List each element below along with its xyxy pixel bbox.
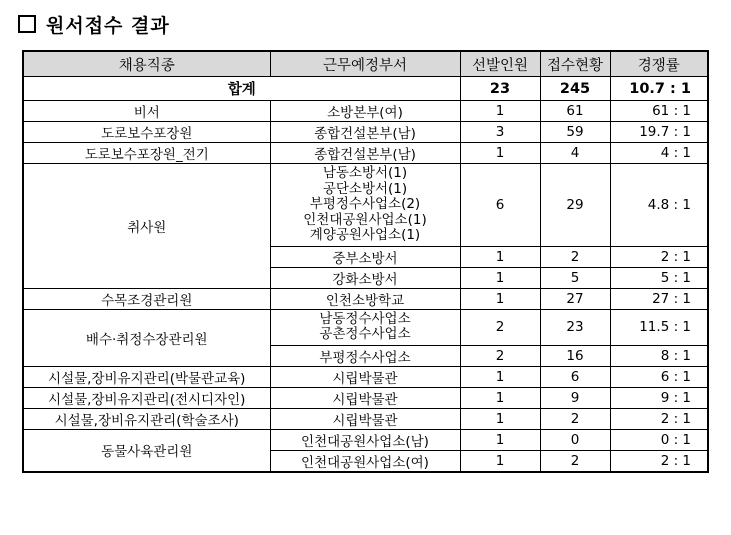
job-cell: 시설물,장비유지관리(학술조사) — [23, 408, 270, 429]
dept-line: 남동소방서(1) — [322, 165, 408, 181]
table-row — [23, 101, 708, 122]
applied-cell: 2 — [540, 246, 610, 267]
dept-cell: 종합건설본부(남) — [270, 122, 460, 143]
selected-cell: 1 — [460, 366, 540, 387]
table-row — [23, 366, 708, 387]
applied-cell: 0 — [540, 429, 610, 450]
selected-cell: 1 — [460, 429, 540, 450]
dept-cell: 부평정수사업소 — [270, 345, 460, 366]
dept-line: 계양공원사업소(1) — [309, 227, 421, 243]
selected-cell: 1 — [460, 143, 540, 164]
section-title-text: 원서접수 결과 — [46, 14, 170, 37]
job-cell: 동물사육관리원 — [23, 429, 270, 472]
applied-cell: 2 — [540, 408, 610, 429]
section-title — [18, 10, 170, 38]
rate-cell: 11.5 : 1 — [610, 309, 708, 345]
job-cell: 취사원 — [23, 164, 270, 289]
rate-cell: 4.8 : 1 — [610, 164, 708, 247]
applied-cell: 23 — [540, 309, 610, 345]
dept-cell: 시립박물관 — [270, 408, 460, 429]
rate-cell: 2 : 1 — [610, 246, 708, 267]
header-rate: 경쟁률 — [610, 51, 708, 77]
table-row — [23, 309, 708, 345]
total-applied: 245 — [540, 77, 610, 101]
rate-cell: 9 : 1 — [610, 387, 708, 408]
job-cell: 배수·취정수장관리원 — [23, 309, 270, 366]
job-cell: 수목조경관리원 — [23, 288, 270, 309]
selected-cell: 2 — [460, 309, 540, 345]
rate-cell: 5 : 1 — [610, 267, 708, 288]
table-row — [23, 288, 708, 309]
dept-cell: 인천소방학교 — [270, 288, 460, 309]
dept-cell: 소방본부(여) — [270, 101, 460, 122]
dept-line: 부평정수사업소(2) — [309, 196, 421, 212]
job-cell: 시설물,장비유지관리(박물관교육) — [23, 366, 270, 387]
job-cell: 도로보수포장원 — [23, 122, 270, 143]
selected-cell: 2 — [460, 345, 540, 366]
dept-cell: 시립박물관 — [270, 366, 460, 387]
total-row — [23, 77, 708, 101]
applied-cell: 2 — [540, 450, 610, 472]
table-row — [23, 143, 708, 164]
dept-cell: 중부소방서 — [270, 246, 460, 267]
applied-cell: 16 — [540, 345, 610, 366]
applied-cell: 6 — [540, 366, 610, 387]
applied-cell: 59 — [540, 122, 610, 143]
table-row — [23, 387, 708, 408]
applied-cell: 61 — [540, 101, 610, 122]
rate-cell: 2 : 1 — [610, 450, 708, 472]
header-applied: 접수현황 — [540, 51, 610, 77]
rate-cell: 4 : 1 — [610, 143, 708, 164]
selected-cell: 1 — [460, 450, 540, 472]
selected-cell: 1 — [460, 267, 540, 288]
job-cell: 도로보수포장원_전기 — [23, 143, 270, 164]
job-cell: 비서 — [23, 101, 270, 122]
selected-cell: 1 — [460, 101, 540, 122]
table-row — [23, 164, 708, 247]
applied-cell: 9 — [540, 387, 610, 408]
rate-cell: 2 : 1 — [610, 408, 708, 429]
rate-cell: 8 : 1 — [610, 345, 708, 366]
rate-cell: 19.7 : 1 — [610, 122, 708, 143]
rate-cell: 0 : 1 — [610, 429, 708, 450]
applied-cell: 4 — [540, 143, 610, 164]
dept-cell: 인천대공원사업소(여) — [270, 450, 460, 472]
dept-line: 공촌정수사업소 — [319, 326, 411, 342]
total-label: 합계 — [23, 77, 460, 101]
dept-cell: 강화소방서 — [270, 267, 460, 288]
dept-line: 공단소방서(1) — [322, 180, 408, 197]
header-job: 채용직종 — [23, 51, 270, 77]
table-row — [23, 408, 708, 429]
header-selected: 선발인원 — [460, 51, 540, 77]
selected-cell: 1 — [460, 387, 540, 408]
applied-cell: 27 — [540, 288, 610, 309]
table-row — [23, 122, 708, 143]
header-dept: 근무예정부서 — [270, 51, 460, 77]
selected-cell: 1 — [460, 246, 540, 267]
table-row — [23, 429, 708, 450]
dept-cell: 인천대공원사업소(남) — [270, 429, 460, 450]
results-table — [22, 50, 709, 473]
dept-line: 인천대공원사업소(1) — [303, 211, 427, 228]
rate-cell: 6 : 1 — [610, 366, 708, 387]
selected-cell: 6 — [460, 164, 540, 247]
dept-cell-multiline — [270, 164, 460, 247]
checkbox-square-icon — [18, 15, 36, 33]
dept-cell-multiline — [270, 309, 460, 345]
selected-cell: 1 — [460, 408, 540, 429]
total-selected: 23 — [460, 77, 540, 101]
applied-cell: 5 — [540, 267, 610, 288]
rate-cell: 27 : 1 — [610, 288, 708, 309]
dept-line: 남동정수사업소 — [319, 310, 411, 327]
applied-cell: 29 — [540, 164, 610, 247]
rate-cell: 61 : 1 — [610, 101, 708, 122]
selected-cell: 3 — [460, 122, 540, 143]
dept-cell: 시립박물관 — [270, 387, 460, 408]
job-cell: 시설물,장비유지관리(전시디자인) — [23, 387, 270, 408]
total-rate: 10.7 : 1 — [610, 77, 708, 101]
selected-cell: 1 — [460, 288, 540, 309]
header-row — [23, 51, 708, 77]
dept-cell: 종합건설본부(남) — [270, 143, 460, 164]
